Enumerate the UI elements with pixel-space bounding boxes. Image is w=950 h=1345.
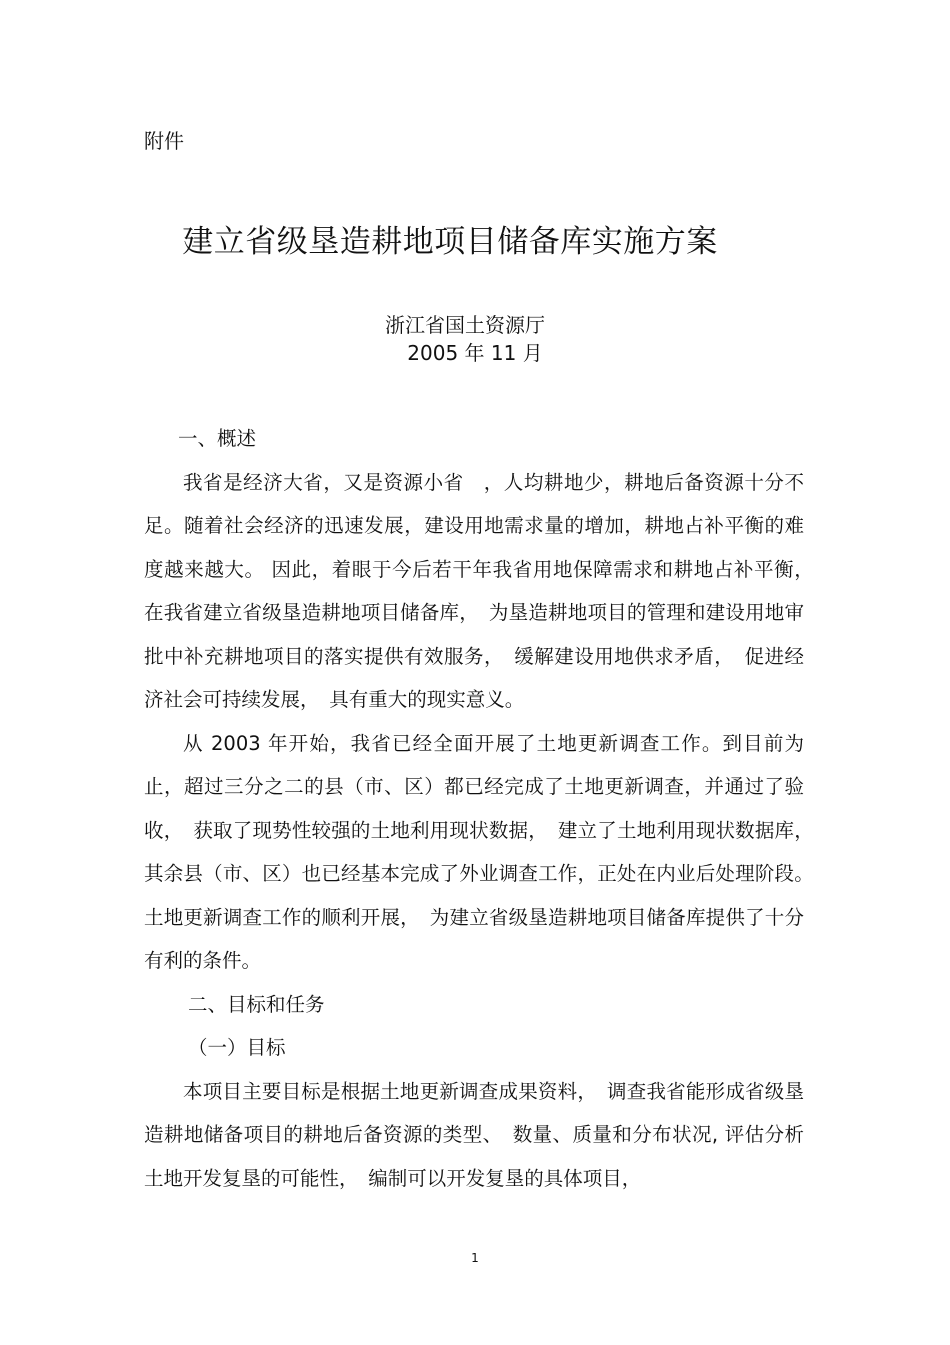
attachment-label: 附件 [144, 129, 184, 153]
subsection-heading-goal: （一）目标 [188, 1036, 286, 1059]
document-body [144, 417, 824, 1200]
page-number: 1 [471, 1251, 479, 1265]
issuer-name: 浙江省国土资源厅 [385, 313, 545, 337]
issue-date: 2005 年 11 月 [407, 341, 543, 365]
document-title: 建立省级垦造耕地项目储备库实施方案 [182, 224, 718, 260]
section-heading-overview: 一、概述 [178, 427, 257, 450]
paragraph-overview-2: 从 2003 年开始，我省已经全面开展了土地更新调查工作。到目前为止，超过三分之二的县（市、区）都已经完成了土地更新调查，并通过了验收， 获取了现势性较强的土地利用现状数据， 建立了土地利用现状数据库， 其余县（市、区）也已经基本完成了外业调查工作，正处在内业后处理阶段。 土地更新调查工作的顺利开展， 为建立省级垦造耕地项目储备库提供了十分有利的条件。 [144, 731, 824, 972]
section-heading-goals: 二、目标和任务 [188, 992, 325, 1016]
paragraph-goal-1: 本项目主要目标是根据土地更新调查成果资料， 调查我省能形成省级垦造耕地储备项目的耕地后备资源的类型、 数量、质量和分布状况, 评估分析土地开发复垦的可能性， 编制可以开发复垦的具体项目， [144, 1079, 804, 1190]
paragraph-overview-1: 我省是经济大省，又是资源小省 ，人均耕地少，耕地后备资源十分不足。随着社会经济的迅速发展，建设用地需求量的增加，耕地占补平衡的难度越来越大。 因此，着眼于今后若干年我省用地保障需求和耕地占补平衡， 在我省建立省级垦造耕地项目储备库， 为垦造耕地项目的管理和建设用地审批中补充耕地项目的落实提供有效服务， 缓解建设用地供求矛盾， 促进经济社会可持续发展， 具有重大的现实意义。 [144, 470, 824, 711]
